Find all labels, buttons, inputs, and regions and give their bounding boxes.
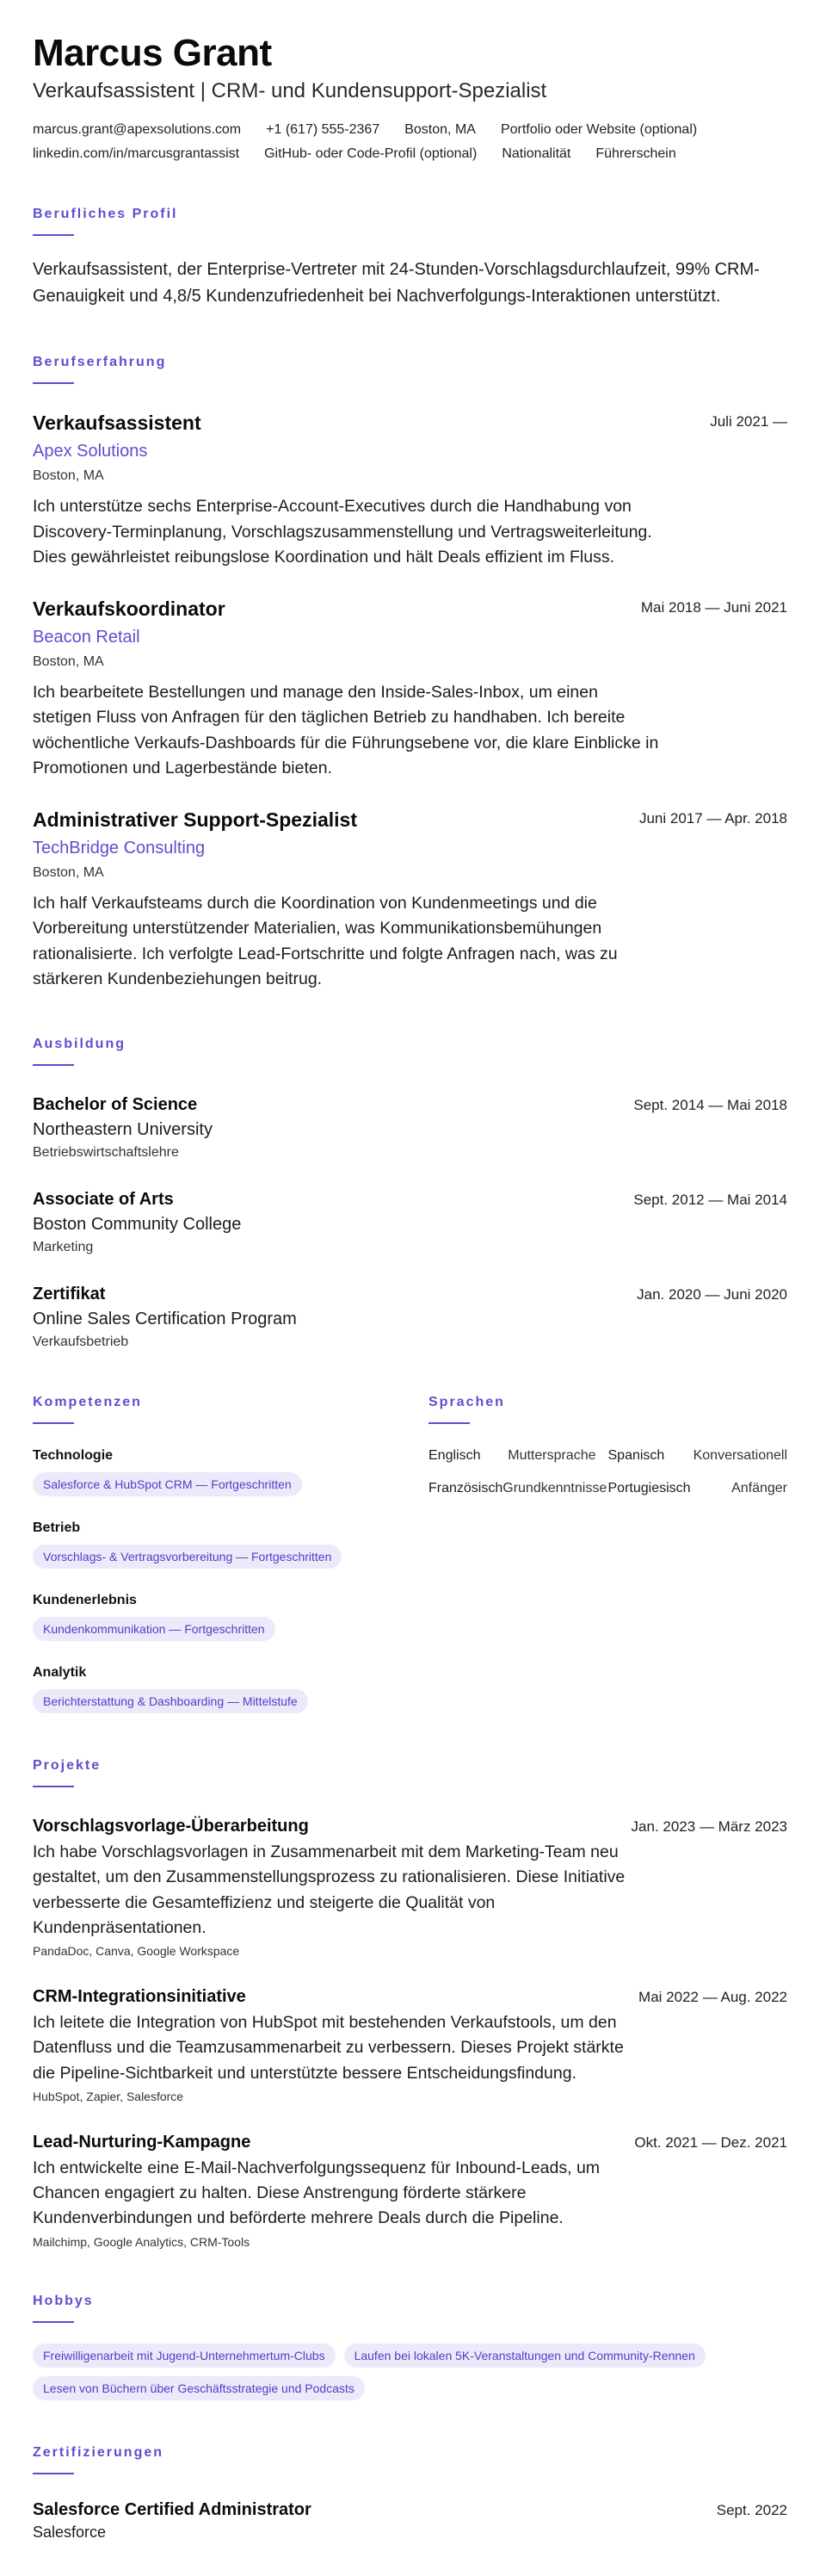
language-item bbox=[608, 1481, 788, 1496]
section-divider bbox=[33, 2321, 74, 2323]
project-date: Jan. 2023 — März 2023 bbox=[631, 1818, 787, 1836]
experience-entry bbox=[33, 808, 787, 992]
candidate-name: Marcus Grant bbox=[33, 32, 272, 74]
section-divider bbox=[33, 382, 74, 384]
skill-group bbox=[33, 1665, 428, 1713]
education-school: Northeastern University bbox=[33, 1120, 213, 1140]
profile-summary: Verkaufsassistent, der Enterprise-Vertreter mit 24-Stunden-Vorschlagsdurchlaufzeit, 99% CRM-Genauigkeit und 4,8/5 Kundenzufriedenheit bei Nachverfolgungs-Interaktionen unterstützt. bbox=[33, 260, 760, 307]
experience-role: Verkaufskoordinator bbox=[33, 598, 225, 621]
project-tools: HubSpot, Zapier, Salesforce bbox=[33, 2089, 184, 2103]
skill-pill: Salesforce & HubSpot CRM — Fortgeschritten bbox=[33, 1472, 302, 1496]
hobby-list bbox=[33, 2344, 787, 2400]
education-field: Marketing bbox=[33, 1240, 94, 1255]
project-entry bbox=[33, 2133, 787, 2249]
language-item bbox=[428, 1448, 608, 1464]
skills-section bbox=[33, 1395, 428, 1713]
experience-description: Ich bearbeitete Bestellungen und manage den Inside-Sales-Inbox, um einen stetigen Fluss von Anfragen für den täglichen Betrieb zu handhaben. Ich bereite wöchentliche Verkaufs-Dashboards für die Führungsebene vor, die klare Einblicke in Promotionen und Lagerbestände bieten. bbox=[33, 683, 659, 777]
experience-location: Boston, MA bbox=[33, 468, 104, 484]
certification-date: Sept. 2022 bbox=[716, 2501, 787, 2518]
contact-location: Boston, MA bbox=[404, 122, 476, 138]
skill-category: Analytik bbox=[33, 1665, 87, 1681]
skill-category: Betrieb bbox=[33, 1520, 81, 1536]
language-level: Konversationell bbox=[693, 1448, 787, 1464]
language-level: Grundkenntnisse bbox=[502, 1481, 607, 1496]
education-date: Jan. 2020 — Juni 2020 bbox=[637, 1286, 787, 1303]
education-field: Verkaufsbetrieb bbox=[33, 1334, 129, 1350]
project-description: Ich habe Vorschlagsvorlagen in Zusammenarbeit mit dem Marketing-Team neu gestaltet, um den Zusammenstellungsprozess zu rationalisieren. Diese Initiative verbesserte die Gesamteffizienz und steigerte die Qualität von Kundenpräsentationen. bbox=[33, 1842, 626, 1937]
experience-date: Juni 2017 — Apr. 2018 bbox=[638, 810, 787, 827]
section-title: Berufliches Profil bbox=[33, 207, 178, 222]
contact-portfolio: Portfolio oder Website (optional) bbox=[500, 122, 698, 138]
experience-role: Verkaufsassistent bbox=[33, 412, 201, 435]
education-field: Betriebswirtschaftslehre bbox=[33, 1145, 179, 1161]
education-degree: Bachelor of Science bbox=[33, 1095, 198, 1115]
language-name: Englisch bbox=[428, 1448, 481, 1464]
experience-company: Apex Solutions bbox=[33, 442, 148, 461]
project-description: Ich entwickelte eine E-Mail-Nachverfolgungssequenz für Inbound-Leads, um Chancen engagiert zu halten. Diese Anstrengung förderte stärkere Kundenverbindungen und beförderte mehrere Deals durch die Pipeline. bbox=[33, 2158, 601, 2228]
experience-location: Boston, MA bbox=[33, 865, 104, 881]
section-title: Ausbildung bbox=[33, 1037, 126, 1052]
education-school: Boston Community College bbox=[33, 1215, 242, 1235]
experience-company: TechBridge Consulting bbox=[33, 839, 206, 858]
contact-nationality: Nationalität bbox=[502, 146, 571, 162]
skill-pill: Berichterstattung & Dashboarding — Mittelstufe bbox=[33, 1689, 308, 1713]
skill-category: Kundenerlebnis bbox=[33, 1593, 137, 1608]
language-level: Anfänger bbox=[731, 1481, 787, 1496]
project-entry bbox=[33, 1817, 787, 1958]
section-divider bbox=[428, 1422, 470, 1424]
certification-issuer: Salesforce bbox=[33, 2523, 107, 2541]
languages-section bbox=[428, 1395, 787, 1713]
experience-entry bbox=[33, 598, 787, 781]
skill-category: Technologie bbox=[33, 1448, 114, 1464]
education-school: Online Sales Certification Program bbox=[33, 1310, 297, 1329]
section-divider bbox=[33, 1422, 74, 1424]
project-tools: Mailchimp, Google Analytics, CRM-Tools bbox=[33, 2234, 250, 2249]
education-degree: Associate of Arts bbox=[33, 1190, 174, 1210]
contact-list bbox=[33, 122, 787, 162]
certification-entry bbox=[33, 2500, 787, 2542]
language-level: Muttersprache bbox=[508, 1448, 596, 1464]
education-section bbox=[33, 1037, 787, 1350]
language-item bbox=[608, 1448, 788, 1464]
hobbies-section bbox=[33, 2294, 787, 2400]
skill-group bbox=[33, 1448, 428, 1496]
language-row bbox=[428, 1448, 787, 1464]
contact-license: Führerschein bbox=[595, 146, 676, 162]
education-entry bbox=[33, 1190, 787, 1255]
language-name: Französisch bbox=[428, 1481, 503, 1496]
contact-linkedin[interactable]: linkedin.com/in/marcusgrantassist bbox=[33, 146, 240, 162]
language-name: Spanisch bbox=[607, 1448, 665, 1464]
skill-group bbox=[33, 1520, 428, 1569]
education-entry bbox=[33, 1285, 787, 1350]
section-title: Kompetenzen bbox=[33, 1395, 142, 1410]
skill-pill: Vorschlags- & Vertragsvorbereitung — Fortgeschritten bbox=[33, 1545, 342, 1569]
section-divider bbox=[33, 2473, 74, 2474]
section-divider bbox=[33, 1786, 74, 1787]
section-divider bbox=[33, 234, 74, 236]
section-title: Zertifizierungen bbox=[33, 2444, 164, 2460]
project-name: CRM-Integrationsinitiative bbox=[33, 1987, 246, 2007]
contact-email[interactable]: marcus.grant@apexsolutions.com bbox=[33, 122, 242, 138]
education-date: Sept. 2014 — Mai 2018 bbox=[633, 1097, 787, 1114]
experience-entry bbox=[33, 412, 787, 570]
contact-github: GitHub- oder Code-Profil (optional) bbox=[264, 146, 478, 162]
hobby-pill: Laufen bei lokalen 5K-Veranstaltungen und Community-Rennen bbox=[344, 2344, 706, 2368]
certification-name: Salesforce Certified Administrator bbox=[33, 2499, 311, 2519]
project-tools: PandaDoc, Canva, Google Workspace bbox=[33, 1944, 240, 1959]
experience-section bbox=[33, 355, 787, 992]
experience-company: Beacon Retail bbox=[33, 628, 140, 647]
section-title: Projekte bbox=[33, 1758, 102, 1774]
project-name: Lead-Nurturing-Kampagne bbox=[33, 2132, 251, 2152]
experience-description: Ich unterstütze sechs Enterprise-Account-Executives durch die Handhabung von Discovery-Terminplanung, Vorschlagszusammenstellung und Vertragsweiterleitung. Dies gewährleistet reibungslose Koordination und hält Deals effizient im Fluss. bbox=[33, 497, 652, 567]
experience-role: Administrativer Support-Spezialist bbox=[33, 808, 358, 832]
education-degree: Zertifikat bbox=[33, 1285, 106, 1304]
education-date: Sept. 2012 — Mai 2014 bbox=[633, 1192, 787, 1209]
education-entry bbox=[33, 1095, 787, 1161]
experience-date: Juli 2021 — bbox=[710, 413, 787, 430]
section-divider bbox=[33, 1064, 74, 1066]
project-entry bbox=[33, 1987, 787, 2103]
hobby-pill: Lesen von Büchern über Geschäftsstrategie und Podcasts bbox=[33, 2376, 365, 2400]
section-title: Berufserfahrung bbox=[33, 355, 167, 370]
resume-header bbox=[33, 33, 787, 162]
profile-section bbox=[33, 207, 787, 310]
skills-languages-row bbox=[33, 1395, 787, 1713]
project-date: Okt. 2021 — Dez. 2021 bbox=[634, 2133, 787, 2151]
experience-location: Boston, MA bbox=[33, 654, 104, 670]
project-description: Ich leitete die Integration von HubSpot mit bestehenden Verkaufstools, um den Datenfluss und die Teamzusammenarbeit zu verbessern. Dieses Projekt stärkte die Pipeline-Sichtbarkeit und unterstützte bessere Entscheidungsfindung. bbox=[33, 2013, 624, 2083]
experience-description: Ich half Verkaufsteams durch die Koordination von Kundenmeetings und die Vorbereitung unterstützender Materialien, was Kommunikationsbemühungen rationalisierte. Ich verfolgte Lead-Fortschritte und folgte Anfragen nach, was zu stärkeren Kundenbeziehungen beitrug. bbox=[33, 894, 618, 988]
section-title: Hobbys bbox=[33, 2293, 94, 2308]
contact-phone: +1 (617) 555-2367 bbox=[266, 122, 380, 138]
skill-group bbox=[33, 1593, 428, 1641]
certifications-section bbox=[33, 2445, 787, 2542]
skill-pill: Kundenkommunikation — Fortgeschritten bbox=[33, 1617, 275, 1641]
candidate-headline: Verkaufsassistent | CRM- und Kundensupport-Spezialist bbox=[33, 79, 547, 103]
section-title: Sprachen bbox=[428, 1395, 505, 1410]
hobby-pill: Freiwilligenarbeit mit Jugend-Unternehmertum-Clubs bbox=[33, 2344, 336, 2368]
language-row bbox=[428, 1481, 787, 1496]
language-item bbox=[428, 1481, 608, 1496]
experience-date: Mai 2018 — Juni 2021 bbox=[640, 599, 787, 616]
project-name: Vorschlagsvorlage-Überarbeitung bbox=[33, 1817, 309, 1836]
project-date: Mai 2022 — Aug. 2022 bbox=[638, 1989, 787, 2006]
projects-section bbox=[33, 1758, 787, 2249]
language-name: Portugiesisch bbox=[607, 1481, 691, 1496]
